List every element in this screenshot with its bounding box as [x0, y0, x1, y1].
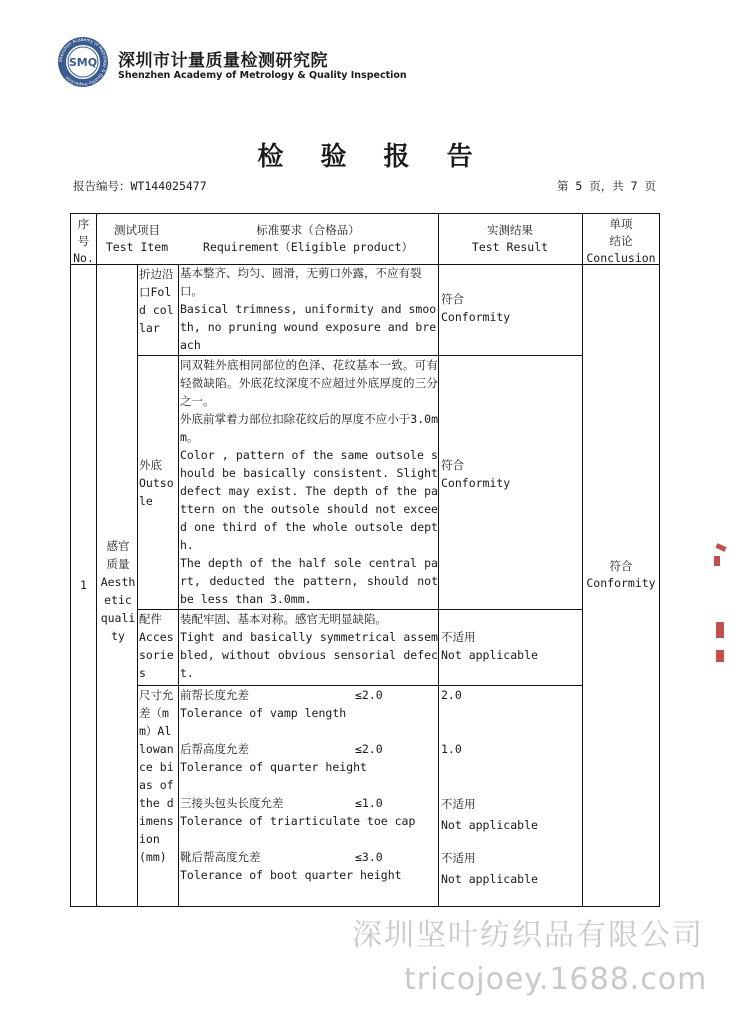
tolerance-result: 不适用 Not applicable — [441, 797, 538, 832]
table-column-divider — [178, 264, 179, 906]
stamp-fragment — [716, 622, 724, 638]
tolerance-limit: ≤2.0 — [355, 742, 383, 756]
result-accessories: 不适用 Not applicable — [441, 630, 538, 662]
tolerance-limit: ≤2.0 — [355, 688, 383, 702]
page-indicator: 第 5 页，共 7 页 — [556, 179, 656, 193]
institute-name-cn: 深圳市计量质量检测研究院 — [118, 51, 328, 71]
logo-ring-text: Shenzhen Academy of Metrology & Quality Inspection — [58, 37, 108, 87]
institute-name-en: Shenzhen Academy of Metrology & Quality Inspection — [118, 70, 407, 81]
header-test-result: 实测结果 Test Result — [471, 223, 549, 254]
tolerance-limit: ≤1.0 — [355, 796, 383, 810]
tolerance-result: 不适用 Not applicable — [441, 851, 538, 886]
logo-text: SMQ — [68, 56, 98, 69]
overall-conclusion: 符合 Conformity — [586, 559, 656, 590]
category-label: 感官 质量 Aesthetic quality — [100, 539, 136, 643]
tolerance-limit: ≤3.0 — [355, 850, 383, 864]
stamp-fragment — [715, 543, 726, 552]
subitem-label-outsole: 外底 Outsole — [139, 458, 174, 508]
tolerance-result: 2.0 — [441, 688, 462, 702]
tolerance-name-en: Tolerance of boot quarter height — [180, 868, 402, 882]
tolerance-name-cn: 后帮高度允差 — [180, 742, 249, 756]
report-table — [70, 213, 660, 907]
table-column-divider — [96, 214, 97, 906]
header-no: 序 号 No. — [73, 217, 94, 265]
result-outsole: 符合 Conformity — [441, 458, 511, 490]
table-column-divider — [438, 214, 439, 906]
requirement-fold-collar: 基本整齐、均匀、圆滑，无剪口外露，不应有裂口。 Basical trimness, uniformity and smooth, no pruning wound exposure and breach — [180, 266, 437, 352]
page-title: 检 验 报 告 — [257, 142, 487, 172]
subitem-label-dimension: 尺寸允差（mm）Allowance bias of the dimension (mm) — [139, 688, 174, 864]
header-requirement: 标准要求（合格品） Requirement（Eligible product） — [203, 223, 413, 254]
report-number: 报告编号：WT144025477 — [73, 179, 207, 193]
header-test-item: 测试项目 Test Item — [105, 223, 169, 254]
table-column-divider — [137, 264, 138, 906]
result-fold-collar: 符合 Conformity — [441, 292, 511, 324]
tolerance-name-en: Tolerance of vamp length — [180, 706, 347, 720]
tolerance-name-en: Tolerance of triarticulate toe cap — [180, 814, 416, 828]
tolerance-name-en: Tolerance of quarter height — [180, 760, 367, 774]
requirement-outsole: 同双鞋外底相同部位的色泽、花纹基本一致。可有轻微缺陷。外底花纹深度不应超过外底厚度的三分之一。 外底前掌着力部位扣除花纹后的厚度不应小于3.0mm。 Color , pattern of the same outsole should be basically consistent. Slight defect may exist. The depth of the pattern on the outsole should not exceed one third of the whole outsole depth. The depth of the half sole central part, deducted the pattern, should not be less than 3.0mm. — [180, 358, 438, 606]
subitem-label-fold-collar: 折边沿口Fold collar — [139, 267, 174, 335]
stamp-fragment — [716, 650, 724, 662]
row-number: 1 — [80, 578, 87, 592]
subitem-label-accessories: 配件 Accessories — [139, 612, 174, 680]
institute-logo — [57, 36, 109, 88]
requirement-accessories: 装配牢固、基本对称。感官无明显缺陷。 Tight and basically symmetrical assembled, without obvious sensorial defect. — [180, 612, 438, 680]
tolerance-name-cn: 前帮长度允差 — [180, 688, 249, 702]
watermark-url: tricojoey.1688.com — [404, 962, 708, 997]
tolerance-name-cn: 靴后帮高度允差 — [180, 850, 261, 864]
tolerance-result: 1.0 — [441, 742, 462, 756]
watermark-company: 深圳坚叶纺织品有限公司 — [352, 918, 704, 953]
stamp-fragment — [714, 556, 720, 566]
header-conclusion: 单项 结论 Conclusion — [586, 217, 656, 265]
tolerance-name-cn: 三接头包头长度允差 — [180, 796, 284, 810]
